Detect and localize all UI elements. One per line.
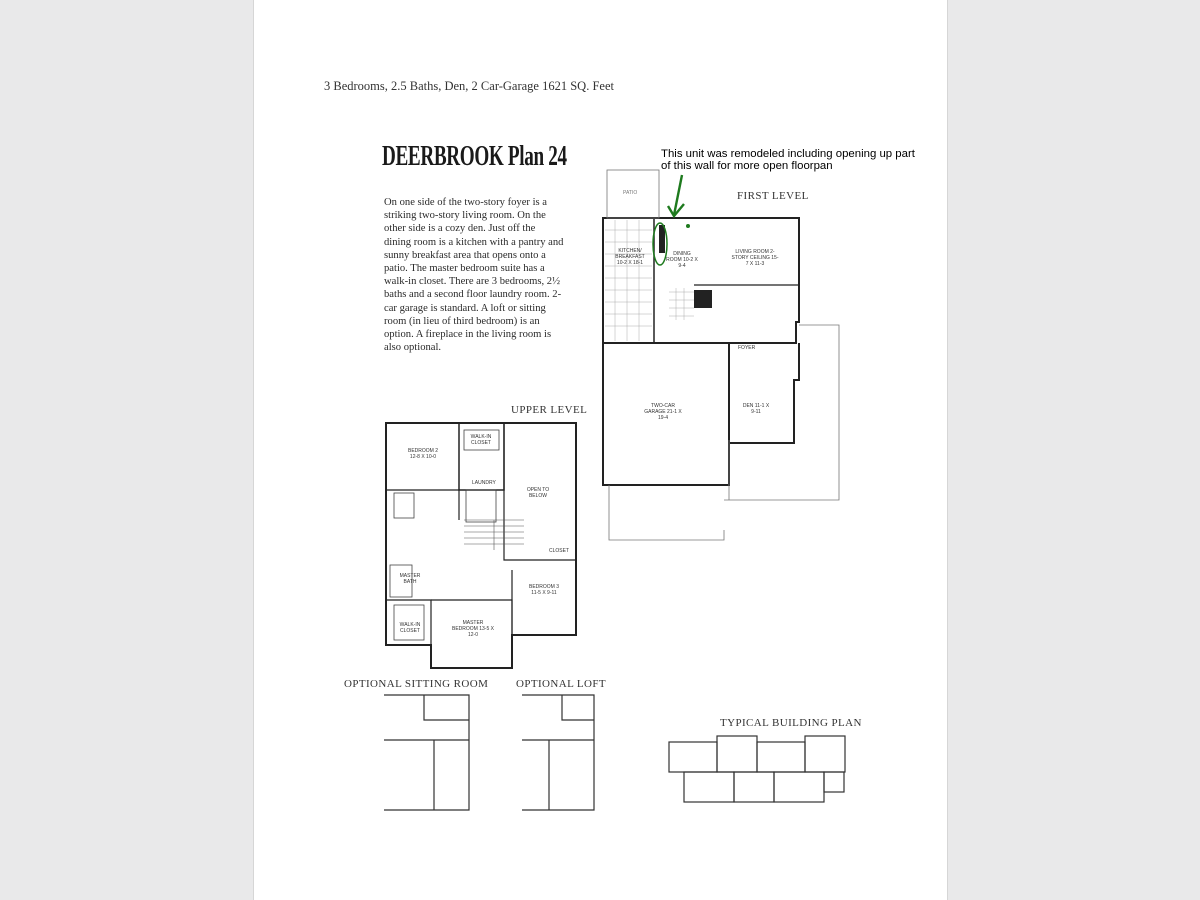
room-bedroom-2: BEDROOM 2 12-8 X 10-0 — [407, 448, 438, 460]
upper-level-label: UPPER LEVEL — [511, 404, 588, 416]
first-level-upper-block — [603, 218, 799, 343]
floorplan-document — [253, 0, 948, 900]
floorplan-drawings — [254, 0, 947, 900]
annotation-line-1: This unit was remodeled including opening up part — [661, 148, 915, 160]
den-outline — [729, 343, 799, 443]
room-dining: DINING ROOM 10-2 X 9-4 — [666, 251, 698, 269]
optional-sitting-room-label: OPTIONAL SITTING ROOM — [344, 678, 489, 690]
room-laundry: LAUNDRY — [472, 480, 496, 486]
plan-title: DEERBROOK Plan 24 — [382, 140, 567, 172]
room-master-bedroom: MASTER BEDROOM 13-5 X 12-0 — [452, 620, 494, 638]
room-master-bath: MASTER BATH — [399, 573, 421, 585]
building-plan-sketch — [669, 736, 845, 802]
room-patio: PATIO — [623, 190, 638, 196]
annotation-line-2: of this wall for more open floorpan — [661, 160, 833, 172]
room-walkin-closet-2: WALK-IN CLOSET — [399, 622, 421, 634]
room-closet: CLOSET — [549, 548, 570, 554]
room-bedroom-3: BEDROOM 3 11-5 X 9-11 — [528, 584, 559, 596]
room-foyer: FOYER — [738, 345, 756, 351]
optional-loft-label: OPTIONAL LOFT — [516, 678, 607, 690]
room-garage: TWO-CAR GARAGE 21-1 X 19-4 — [644, 403, 682, 421]
plan-summary: 3 Bedrooms, 2.5 Baths, Den, 2 Car-Garage 1621 SQ. Feet — [324, 79, 614, 93]
room-kitchen: KITCHEN/ BREAKFAST 10-2 X 18-1 — [615, 248, 645, 266]
first-level-label: FIRST LEVEL — [737, 190, 809, 202]
room-living: LIVING ROOM 2-STORY CEILING 15-7 X 11-3 — [731, 249, 779, 267]
room-walkin-closet-1: WALK-IN CLOSET — [470, 434, 492, 446]
room-open-to-below: OPEN TO BELOW — [526, 487, 550, 499]
plan-description: On one side of the two-story foyer is a striking two-story living room. On the other side is a cozy den. Just off the dining room is a kitchen with a pantry and sunny breakfast area that opens onto a patio. The master bedroom suite has a walk-in closet. There are 3 bedrooms, 2½ baths and a second floor laundry room. 2-car garage is standard. A loft or sitting room (in lieu of third bedroom) is an option. A fireplace in the living room is also optional. — [384, 197, 564, 354]
typical-building-plan-label: TYPICAL BUILDING PLAN — [720, 717, 862, 729]
room-den: DEN 11-1 X 9-11 — [742, 403, 770, 415]
